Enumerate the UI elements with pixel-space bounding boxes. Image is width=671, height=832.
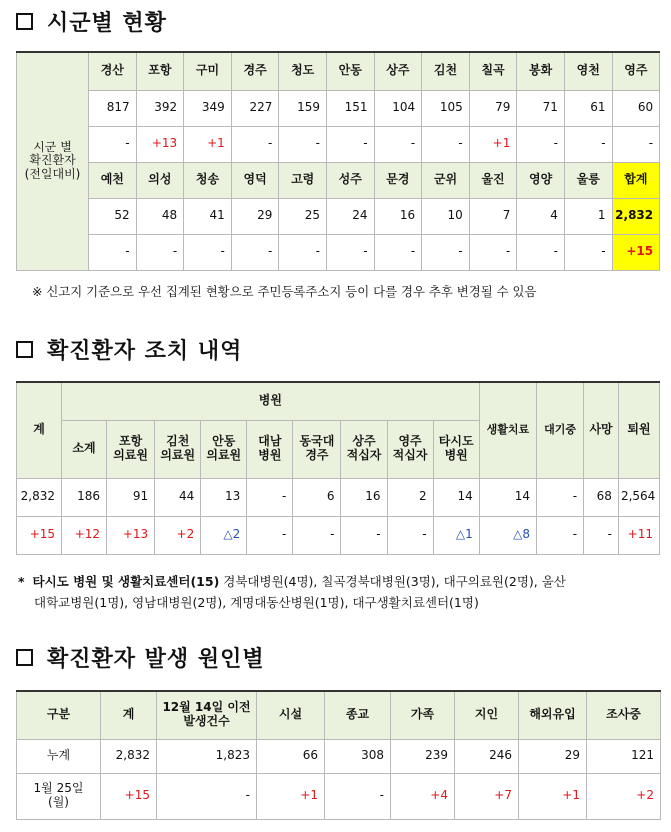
treatment-change: -: [387, 516, 433, 554]
header-overseas: 해외유입: [519, 691, 587, 739]
cause-table: [16, 690, 661, 820]
region-count: 227: [231, 90, 279, 126]
region-name: 칠곡: [469, 52, 517, 90]
header-hospital: 병원: [62, 382, 480, 420]
treatment-count: 2,564: [618, 478, 659, 516]
cause-change: +1: [257, 773, 325, 819]
treatment-change: -: [341, 516, 387, 554]
cause-count: 29: [519, 739, 587, 773]
region-change: -: [184, 234, 232, 270]
region-count: 104: [374, 90, 422, 126]
cause-count: 1,823: [157, 739, 257, 773]
region-name: 경주: [231, 52, 279, 90]
header-life-treatment: 생활치료: [479, 382, 536, 478]
region-count: 4: [517, 198, 565, 234]
region-name: 예천: [89, 162, 137, 198]
header-gimcheon-medical: 김천 의료원: [155, 420, 201, 478]
cause-count: 2,832: [101, 739, 157, 773]
region-count: 52: [89, 198, 137, 234]
treatment-change: +12: [62, 516, 107, 554]
region-change: +13: [136, 126, 184, 162]
treatment-change: △2: [201, 516, 247, 554]
region-name: 안동: [326, 52, 374, 90]
treatment-count: -: [537, 478, 584, 516]
checkbox-square-icon: [16, 649, 33, 666]
header-pohang-medical: 포항 의료원: [107, 420, 155, 478]
treatment-footnote-line: 대학교병원(1명), 영남대병원(2명), 계명대동산병원(1명), 대구생활치료센터(1명): [34, 595, 479, 610]
cause-count: 239: [391, 739, 455, 773]
cause-change: +2: [587, 773, 661, 819]
region-name: 영양: [517, 162, 565, 198]
table-row: [17, 162, 660, 198]
treatment-change: -: [584, 516, 619, 554]
total-change: +15: [612, 234, 660, 270]
region-change: -: [374, 234, 422, 270]
header-waiting: 대기중: [537, 382, 584, 478]
region-change: -: [136, 234, 184, 270]
footnote-bold-text: 타시도 병원 및 생활치료센터(15): [32, 574, 220, 589]
section-title-regional: [16, 6, 167, 37]
total-count: 2,832: [612, 198, 660, 234]
regional-footnote: ※ 신고지 기준으로 우선 집계된 현황으로 주민등록주소지 등이 다를 경우 추후 변경될 수 있음: [32, 284, 537, 299]
header-yeongju-redcross: 영주 적십자: [387, 420, 433, 478]
header-daenam-hospital: 대남 병원: [247, 420, 293, 478]
region-name: 군위: [422, 162, 470, 198]
side-label-line: 시군 별: [33, 139, 72, 154]
table-row: [17, 126, 660, 162]
region-change: +1: [184, 126, 232, 162]
header-total: 계: [17, 382, 62, 478]
table-row: [17, 516, 660, 554]
checkbox-square-icon: [16, 341, 33, 358]
region-change: -: [326, 126, 374, 162]
region-change: -: [564, 234, 612, 270]
treatment-count: 68: [584, 478, 619, 516]
region-name: 의성: [136, 162, 184, 198]
header-before-dec14: 12월 14일 이전 발생건수: [157, 691, 257, 739]
row-label-today: 1월 25일 (월): [17, 773, 101, 819]
header-total: 계: [101, 691, 157, 739]
region-name: 고령: [279, 162, 327, 198]
region-count: 151: [326, 90, 374, 126]
section-title-treatment: [16, 334, 242, 365]
region-change: -: [422, 234, 470, 270]
header-category: 구분: [17, 691, 101, 739]
cause-change: -: [325, 773, 391, 819]
region-count: 61: [564, 90, 612, 126]
treatment-count: 13: [201, 478, 247, 516]
cause-change: -: [157, 773, 257, 819]
region-name: 성주: [326, 162, 374, 198]
header-acquaintance: 지인: [455, 691, 519, 739]
region-count: 16: [374, 198, 422, 234]
table-row: [17, 773, 661, 819]
cause-change: +7: [455, 773, 519, 819]
region-change: -: [231, 234, 279, 270]
table-row: [17, 234, 660, 270]
cause-count: 66: [257, 739, 325, 773]
region-name: 울진: [469, 162, 517, 198]
region-change: -: [326, 234, 374, 270]
checkbox-square-icon: [16, 13, 33, 30]
header-facility: 시설: [257, 691, 325, 739]
region-name: 문경: [374, 162, 422, 198]
treatment-count: 44: [155, 478, 201, 516]
region-name: 구미: [184, 52, 232, 90]
header-religion: 종교: [325, 691, 391, 739]
treatment-table: [16, 381, 660, 555]
region-name: 청도: [279, 52, 327, 90]
region-change: -: [422, 126, 470, 162]
table-row: [17, 198, 660, 234]
footnote-text: 경북대병원(4명), 칠곡경북대병원(3명), 대구의료원(2명), 울산: [223, 574, 566, 589]
region-name: 영천: [564, 52, 612, 90]
region-name: 영덕: [231, 162, 279, 198]
region-change: -: [612, 126, 660, 162]
region-count: 79: [469, 90, 517, 126]
total-label: 합계: [612, 162, 660, 198]
section-title-cause: [16, 642, 265, 673]
table-row: [17, 478, 660, 516]
region-count: 392: [136, 90, 184, 126]
header-subtotal: 소계: [62, 420, 107, 478]
region-count: 71: [517, 90, 565, 126]
treatment-change: △8: [479, 516, 536, 554]
treatment-change: -: [247, 516, 293, 554]
treatment-change: +13: [107, 516, 155, 554]
table-row: [17, 739, 661, 773]
treatment-count: 16: [341, 478, 387, 516]
region-count: 41: [184, 198, 232, 234]
side-label: [17, 52, 89, 270]
region-change: -: [517, 234, 565, 270]
table-row: [17, 691, 661, 739]
regional-status-table: [16, 51, 660, 271]
header-investigating: 조사중: [587, 691, 661, 739]
cause-change: +15: [101, 773, 157, 819]
cause-count: 308: [325, 739, 391, 773]
cause-change: +1: [519, 773, 587, 819]
table-row: [17, 52, 660, 90]
region-count: 7: [469, 198, 517, 234]
side-label-line: 확진환자: [29, 153, 76, 168]
region-name: 경산: [89, 52, 137, 90]
treatment-count: 6: [293, 478, 341, 516]
region-count: 159: [279, 90, 327, 126]
region-change: -: [231, 126, 279, 162]
cause-change: +4: [391, 773, 455, 819]
region-count: 25: [279, 198, 327, 234]
region-change: -: [89, 234, 137, 270]
treatment-change: +2: [155, 516, 201, 554]
treatment-footnote: [18, 571, 663, 613]
treatment-count: 2: [387, 478, 433, 516]
row-label-cumulative: 누계: [17, 739, 101, 773]
treatment-count: 2,832: [17, 478, 62, 516]
treatment-count: -: [247, 478, 293, 516]
footnote-star: *: [18, 574, 25, 589]
section-title-text: 확진환자 발생 원인별: [47, 647, 265, 672]
header-andong-medical: 안동 의료원: [201, 420, 247, 478]
region-change: +1: [469, 126, 517, 162]
treatment-count: 186: [62, 478, 107, 516]
header-discharge: 퇴원: [618, 382, 659, 478]
section-title-text: 확진환자 조치 내역: [47, 339, 243, 364]
region-name: 울릉: [564, 162, 612, 198]
region-count: 48: [136, 198, 184, 234]
section-title-text: 시군별 현황: [47, 11, 167, 36]
treatment-change: △1: [433, 516, 479, 554]
header-family: 가족: [391, 691, 455, 739]
treatment-change: -: [537, 516, 584, 554]
treatment-count: 91: [107, 478, 155, 516]
header-sangju-redcross: 상주 적십자: [341, 420, 387, 478]
region-count: 1: [564, 198, 612, 234]
region-count: 60: [612, 90, 660, 126]
region-name: 영주: [612, 52, 660, 90]
region-name: 상주: [374, 52, 422, 90]
table-row: [17, 382, 660, 420]
treatment-count: 14: [433, 478, 479, 516]
region-name: 봉화: [517, 52, 565, 90]
region-name: 포항: [136, 52, 184, 90]
region-name: 김천: [422, 52, 470, 90]
region-count: 29: [231, 198, 279, 234]
header-other-province: 타시도 병원: [433, 420, 479, 478]
treatment-count: 14: [479, 478, 536, 516]
region-change: -: [89, 126, 137, 162]
treatment-change: +15: [17, 516, 62, 554]
region-count: 24: [326, 198, 374, 234]
treatment-footnote-line: [18, 571, 663, 592]
region-count: 349: [184, 90, 232, 126]
region-count: 817: [89, 90, 137, 126]
cause-count: 246: [455, 739, 519, 773]
cause-count: 121: [587, 739, 661, 773]
region-change: -: [469, 234, 517, 270]
region-change: -: [564, 126, 612, 162]
treatment-change: +11: [618, 516, 659, 554]
region-count: 10: [422, 198, 470, 234]
region-count: 105: [422, 90, 470, 126]
table-row: [17, 90, 660, 126]
region-change: -: [279, 234, 327, 270]
side-label-line: (전일대비): [24, 167, 81, 182]
region-change: -: [517, 126, 565, 162]
region-name: 청송: [184, 162, 232, 198]
header-death: 사망: [584, 382, 619, 478]
region-change: -: [279, 126, 327, 162]
region-change: -: [374, 126, 422, 162]
header-dongguk-gyeongju: 동국대 경주: [293, 420, 341, 478]
treatment-change: -: [293, 516, 341, 554]
